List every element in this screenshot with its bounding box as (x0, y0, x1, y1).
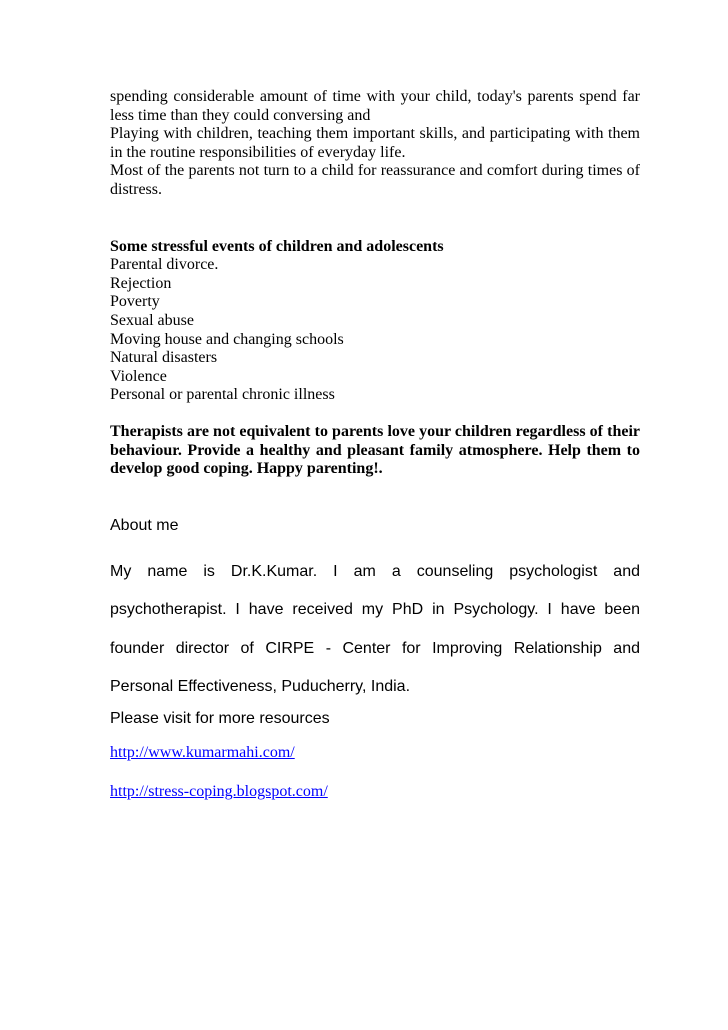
closing-paragraph: Therapists are not equivalent to parents love your children regardless of their behaviour. Provide a healthy and pleasant family atmosphere. Help them to develop good coping. Happy parenting!. (110, 422, 640, 478)
stressful-events-list (110, 256, 640, 405)
list-item: Sexual abuse (110, 311, 194, 329)
about-body: My name is Dr.K.Kumar. I am a counseling psychologist and psychotherapist. I have received my PhD in Psychology. I have been founder director of CIRPE - Center for Improving Relationship and Personal Effectiveness, Puducherry, India. (110, 562, 640, 695)
intro-paragraph-1: spending considerable amount of time with your child, today's parents spend far less time than they could conversing and (110, 88, 640, 124)
list-item: Rejection (110, 274, 172, 292)
stressful-events-section (110, 238, 640, 405)
list-item: Violence (110, 367, 167, 385)
intro-section (110, 88, 640, 200)
visit-resources-text: Please visit for more resources (110, 710, 330, 728)
stressful-events-title: Some stressful events of children and adolescents (110, 237, 444, 255)
list-item: Parental divorce. (110, 256, 219, 274)
list-item: Poverty (110, 293, 160, 311)
intro-paragraph-2: Playing with children, teaching them important skills, and participating with them in the routine responsibilities of everyday life. (110, 125, 640, 161)
list-item: Moving house and changing schools (110, 330, 344, 348)
kumarmahi-link[interactable]: http://www.kumarmahi.com/ (110, 744, 295, 762)
document-page (110, 88, 640, 802)
stress-coping-blog-link[interactable]: http://stress-coping.blogspot.com/ (110, 783, 328, 801)
intro-paragraph-3: Most of the parents not turn to a child for reassurance and comfort during times of distress. (110, 162, 640, 198)
list-item: Personal or parental chronic illness (110, 386, 335, 404)
about-heading: About me (110, 516, 179, 534)
list-item: Natural disasters (110, 349, 218, 367)
